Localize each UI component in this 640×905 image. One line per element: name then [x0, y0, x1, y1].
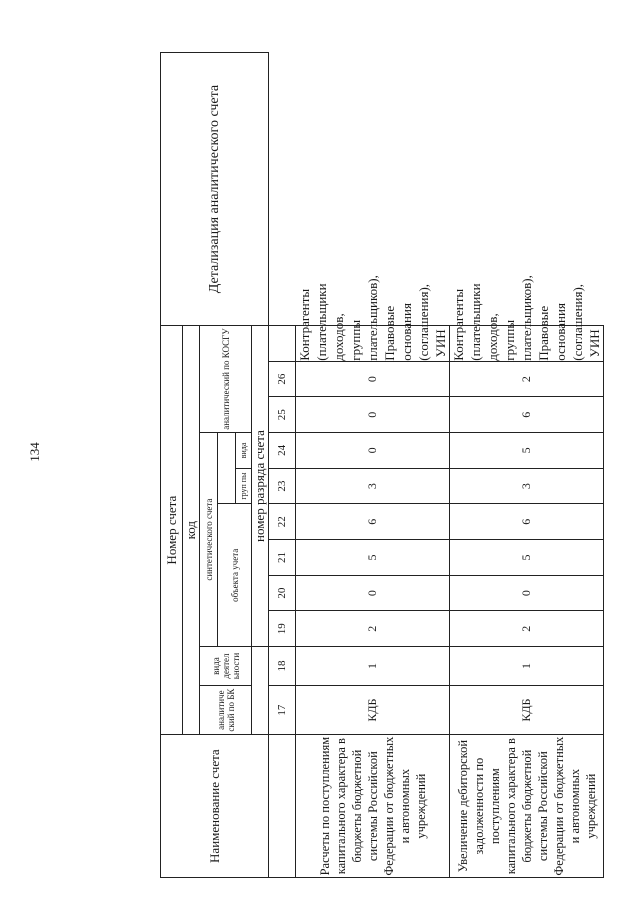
- page-number: 134: [27, 442, 42, 462]
- row-account-name: Увеличение дебиторской задолженности по поступлениям капитального характера в бюджеты бюджетной системы Российской Федерации от бюджетных и автономных учреждений: [450, 735, 604, 878]
- row-value-24: 0: [296, 433, 450, 469]
- column-number-20: 20: [269, 575, 296, 611]
- row-value-23: 3: [296, 468, 450, 504]
- header-code: код: [183, 326, 200, 735]
- column-number-26: 26: [269, 361, 296, 397]
- column-number-24: 24: [269, 433, 296, 469]
- row-detail: Контрагенты (плательщики доходов, группы плательщиков), Правовые основания (соглашения), УИН: [297, 275, 448, 361]
- column-number-23: 23: [269, 468, 296, 504]
- row-value-20: 0: [296, 575, 450, 611]
- header-object: объекта учета: [218, 504, 252, 647]
- row-value-25: 6: [450, 397, 604, 433]
- header-synthetic-spacer: [218, 433, 236, 504]
- row-value-19: 2: [296, 611, 450, 647]
- header-group: груп пы: [236, 468, 252, 504]
- row-value-21: 5: [450, 540, 604, 576]
- column-number-18: 18: [269, 647, 296, 686]
- column-number-blank-right: [269, 326, 296, 362]
- row-value-20: 0: [450, 575, 604, 611]
- table-row: [450, 53, 604, 878]
- accounts-table: [160, 52, 604, 878]
- column-number-17: 17: [269, 685, 296, 734]
- row-detail: Контрагенты (плательщики доходов, группы плательщиков), Правовые основания (соглашения), УИН: [451, 275, 602, 361]
- column-number-21: 21: [269, 540, 296, 576]
- table-row: [296, 53, 450, 878]
- header-analytical-kosgu: аналитический по КОСГУ: [200, 326, 252, 433]
- row-value-21: 5: [296, 540, 450, 576]
- column-number-row: [269, 53, 296, 878]
- column-number-19: 19: [269, 611, 296, 647]
- header-account-name: Наименование счета: [161, 735, 269, 878]
- row-value-18: 1: [450, 647, 604, 686]
- column-number-25: 25: [269, 397, 296, 433]
- column-number-blank-left: [269, 735, 296, 878]
- header-synthetic: синтетического счета: [200, 433, 218, 647]
- accounts-table-rotated: [160, 52, 602, 878]
- row-kbk: КДБ: [296, 685, 450, 734]
- row-value-23: 3: [450, 468, 604, 504]
- row-value-19: 2: [450, 611, 604, 647]
- header-analytical-bk: аналитиче ский по БК: [200, 685, 252, 734]
- row-kbk: КДБ: [450, 685, 604, 734]
- row-value-18: 1: [296, 647, 450, 686]
- row-value-22: 6: [450, 504, 604, 540]
- header-left-spacer: [252, 647, 269, 735]
- row-value-24: 5: [450, 433, 604, 469]
- header-digit-number: номер разряда счета: [252, 326, 269, 647]
- row-value-25: 0: [296, 397, 450, 433]
- row-account-name: Расчеты по поступлениям капитального характера в бюджеты бюджетной системы Российской Федерации от бюджетных и автономных учреждений: [296, 735, 450, 878]
- header-detail: Детализация аналитического счета: [161, 53, 269, 326]
- header-account-number: Номер счета: [161, 326, 183, 735]
- header-activity-type: вида деятел ьности: [200, 647, 252, 686]
- row-value-26: 0: [296, 361, 450, 397]
- row-value-22: 6: [296, 504, 450, 540]
- row-value-26: 2: [450, 361, 604, 397]
- column-number-22: 22: [269, 504, 296, 540]
- header-kind: вида: [236, 433, 252, 469]
